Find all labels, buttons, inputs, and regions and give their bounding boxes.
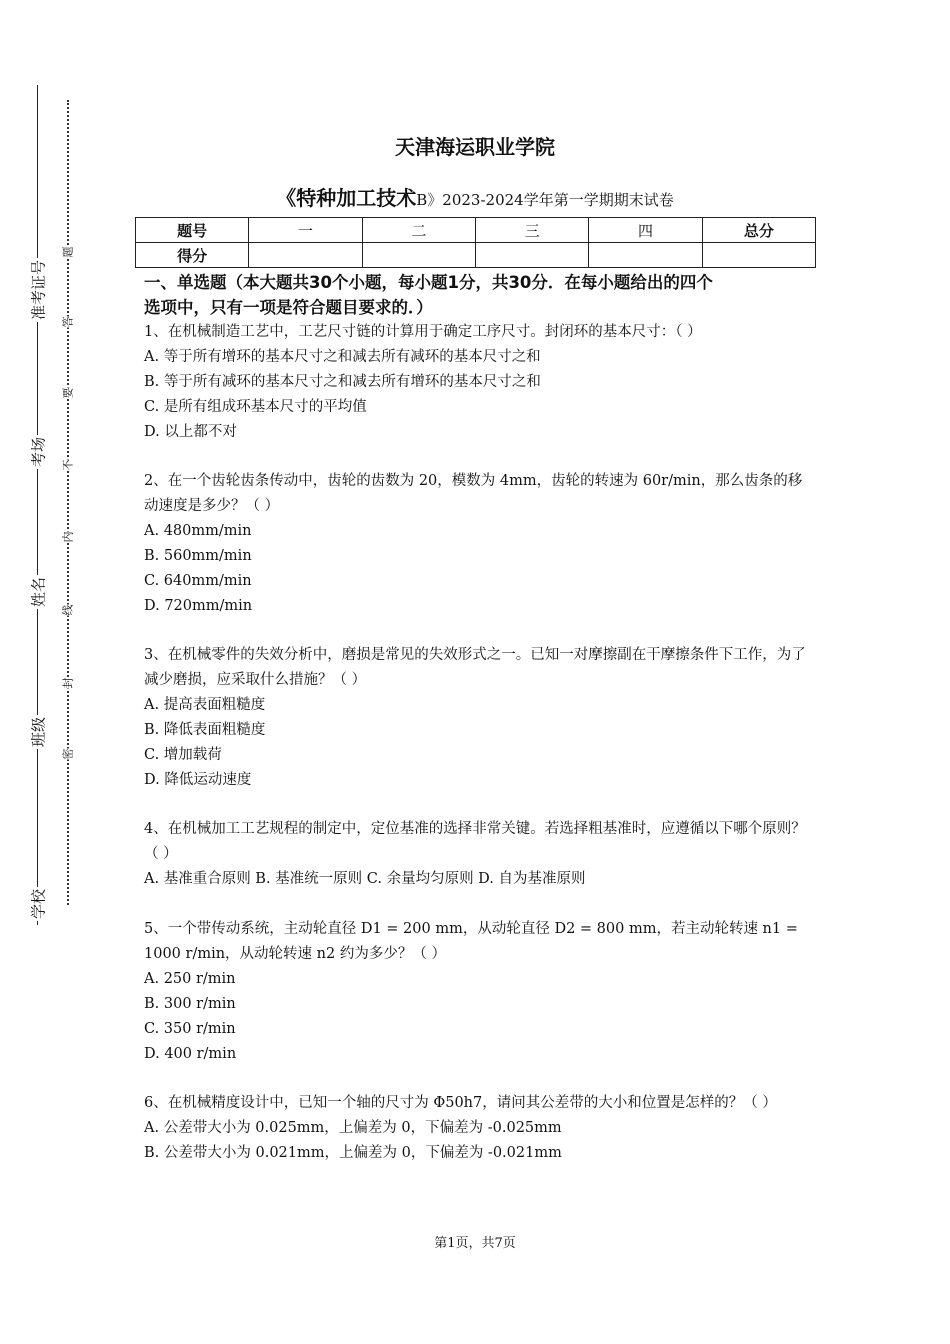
option: D. 降低运动速度	[144, 772, 252, 788]
seal-dotted-line	[67, 100, 69, 905]
seal-char: 题	[61, 246, 75, 258]
seal-char: 线	[61, 604, 75, 616]
question-6	[144, 1091, 814, 1166]
question-5	[144, 917, 814, 1067]
table-cell: 一	[249, 218, 362, 243]
question-stem: 6、在机械精度设计中，已知一个轴的尺寸为 Φ50h7，请问其公差带的大小和位置是怎样的？（ ）	[144, 1095, 777, 1111]
school-label: 学校	[29, 888, 48, 920]
question-3	[144, 643, 814, 793]
question-stem: 2、在一个齿轮齿条传动中，齿轮的齿数为 20，模数为 4mm，齿轮的转速为 60r/min，那么齿条的移动速度是多少？（ ）	[144, 473, 803, 514]
score-cell[interactable]	[475, 243, 588, 268]
binding-line	[37, 85, 38, 925]
seal-char: 内	[61, 531, 75, 543]
option: A. 公差带大小为 0.025mm，上偏差为 0，下偏差为 -0.025mm	[144, 1120, 562, 1136]
option: A. 480mm/min	[144, 523, 252, 539]
option: C. 是所有组成环基本尺寸的平均值	[144, 399, 367, 415]
class-label: 班级	[29, 716, 48, 748]
score-cell[interactable]	[362, 243, 475, 268]
option: A. 等于所有增环的基本尺寸之和减去所有减环的基本尺寸之和	[144, 349, 541, 365]
option: B. 降低表面粗糙度	[144, 722, 266, 738]
question-stem: 5、一个带传动系统，主动轮直径 D1 = 200 mm，从动轮直径 D2 = 800 mm，若主动轮转速 n1 = 1000 r/min，从动轮转速 n2 约为多少？（ ）	[144, 921, 798, 962]
question-2	[144, 469, 814, 619]
course-title: 《特种加工技术	[276, 186, 417, 210]
question-4	[144, 817, 814, 892]
exam-room-label: 考场	[29, 436, 48, 468]
student-name-label: 姓名	[29, 576, 48, 608]
exam-term: B》2023-2024学年第一学期期末试卷	[416, 191, 674, 209]
option: A. 250 r/min	[144, 971, 236, 987]
table-cell: 三	[475, 218, 588, 243]
score-table	[135, 217, 816, 268]
score-cell[interactable]	[589, 243, 702, 268]
option: D. 400 r/min	[144, 1046, 237, 1062]
question-stem: 1、在机械制造工艺中，工艺尺寸链的计算用于确定工序尺寸。封闭环的基本尺寸：（ ）	[144, 324, 702, 340]
table-cell: 题号	[136, 218, 249, 243]
table-cell: 四	[589, 218, 702, 243]
option: C. 350 r/min	[144, 1021, 236, 1037]
option: D. 以上都不对	[144, 424, 237, 440]
seal-char: 密	[61, 748, 75, 760]
seal-char: 答	[61, 316, 75, 328]
table-cell: 总分	[702, 218, 815, 243]
seal-char: 要	[61, 387, 75, 399]
option: B. 等于所有减环的基本尺寸之和减去所有增环的基本尺寸之和	[144, 374, 541, 390]
score-cell[interactable]	[249, 243, 362, 268]
table-row	[136, 243, 816, 268]
page-number: 第1页，共7页	[434, 1236, 516, 1251]
score-cell[interactable]	[702, 243, 815, 268]
option: A. 提高表面粗糙度	[144, 697, 266, 713]
option: B. 560mm/min	[144, 548, 252, 564]
option: B. 300 r/min	[144, 996, 236, 1012]
section-heading	[144, 270, 824, 320]
question-stem: 4、在机械加工工艺规程的制定中，定位基准的选择非常关键。若选择粗基准时，应遵循以下哪个原则？（ ）	[144, 821, 806, 862]
question-1	[144, 320, 814, 445]
section-heading-line: 选项中，只有一项是符合题目要求的．）	[144, 298, 433, 317]
option: C. 640mm/min	[144, 573, 252, 589]
option: A. 基准重合原则 B. 基准统一原则 C. 余量均匀原则 D. 自为基准原则	[144, 871, 586, 887]
seal-char: 不	[61, 459, 75, 471]
option: D. 720mm/min	[144, 598, 253, 614]
exam-number-label: 准考证号	[29, 259, 48, 321]
section-heading-line: 一、单选题（本大题共30个小题，每小题1分，共30分．在每小题给出的四个	[144, 273, 713, 292]
table-cell: 得分	[136, 243, 249, 268]
exam-title	[0, 182, 950, 211]
option: B. 公差带大小为 0.021mm，上偏差为 0，下偏差为 -0.021mm	[144, 1145, 562, 1161]
table-cell: 二	[362, 218, 475, 243]
question-stem: 3、在机械零件的失效分析中，磨损是常见的失效形式之一。已知一对摩擦副在干摩擦条件下工作，为了减少磨损，应采取什么措施？（ ）	[144, 647, 806, 688]
seal-char: 封	[61, 677, 75, 689]
school-name: 天津海运职业学院	[395, 135, 555, 159]
option: C. 增加载荷	[144, 747, 222, 763]
table-row	[136, 218, 816, 243]
